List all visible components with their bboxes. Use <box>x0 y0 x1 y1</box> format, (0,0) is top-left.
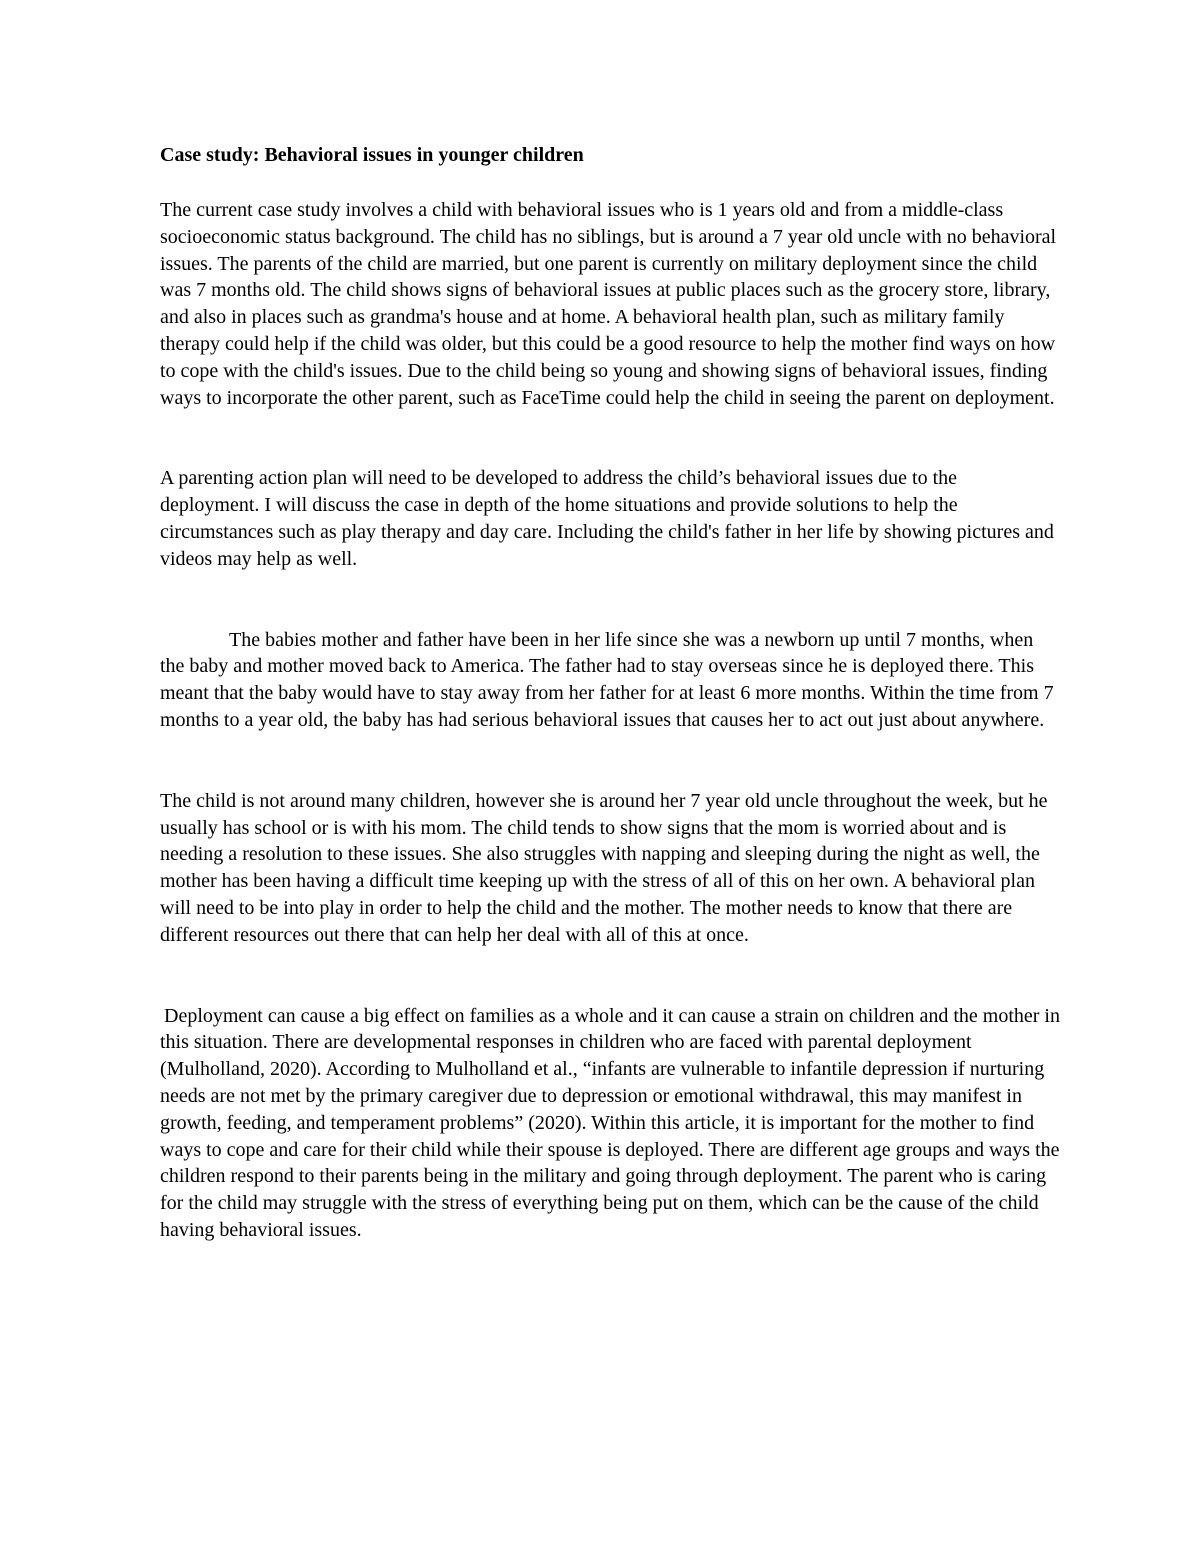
paragraph-deployment-effects: Deployment can cause a big effect on families as a whole and it can cause a strain on children and the mother in this situation. There are developmental responses in children who are faced with parental deployment (Mulholland, 2020). According to Mulholland et al., “infants are vulnerable to infantile depression if nurturing needs are not met by the primary caregiver due to depression or emotional withdrawal, this may manifest in growth, feeding, and temperament problems” (2020). Within this article, it is important for the mother to find ways to cope and care for their child while their spouse is deployed. There are different age groups and ways the children respond to their parents being in the military and going through deployment. The parent who is caring for the child may struggle with the stress of everything being put on them, which can be the cause of the child having behavioral issues. <box>160 1004 1060 1241</box>
paragraph-family-background: The babies mother and father have been in her life since she was a newborn up until 7 months, when the baby and mother moved back to America. The father had to stay overseas since he is deployed there. This meant that the baby would have to stay away from her father for at least 6 more months. Within the time from 7 months to a year old, the baby has had serious behavioral issues that causes her to act out just about anywhere. <box>160 628 1054 731</box>
paragraph-action-plan: A parenting action plan will need to be developed to address the child’s behavioral issues due to the deployment. I will discuss the case in depth of the home situations and provide solutions to help the circumstances such as play therapy and day care. Including the child's father in her life by showing pictures and videos may help as well. <box>160 467 1054 570</box>
paragraph-home-situation: The child is not around many children, however she is around her 7 year old uncle throughout the week, but he usually has school or is with his mom. The child tends to show signs that the mom is worried about and is needing a resolution to these issues. She also struggles with napping and sleeping during the night as well, the mother has been having a difficult time keeping up with the stress of all of this on her own. A behavioral plan will need to be into play in order to help the child and the mother. The mother needs to know that there are different resources out there that can help her deal with all of this at once. <box>160 789 1048 946</box>
document-title: Case study: Behavioral issues in younger children <box>160 144 584 166</box>
paragraph-case-overview: The current case study involves a child with behavioral issues who is 1 years old and from a middle-class socioeconomic status background. The child has no siblings, but is around a 7 year old uncle with no behavioral issues. The parents of the child are married, but one parent is currently on military deployment since the child was 7 months old. The child shows signs of behavioral issues at public places such as the grocery store, library, and also in places such as grandma's house and at home. A behavioral health plan, such as military family therapy could help if the child was older, but this could be a good resource to help the mother find ways on how to cope with the child's issues. Due to the child being so young and showing signs of behavioral issues, finding ways to incorporate the other parent, such as FaceTime could help the child in seeing the parent on deployment. <box>160 199 1057 409</box>
document-body <box>160 142 1060 1244</box>
